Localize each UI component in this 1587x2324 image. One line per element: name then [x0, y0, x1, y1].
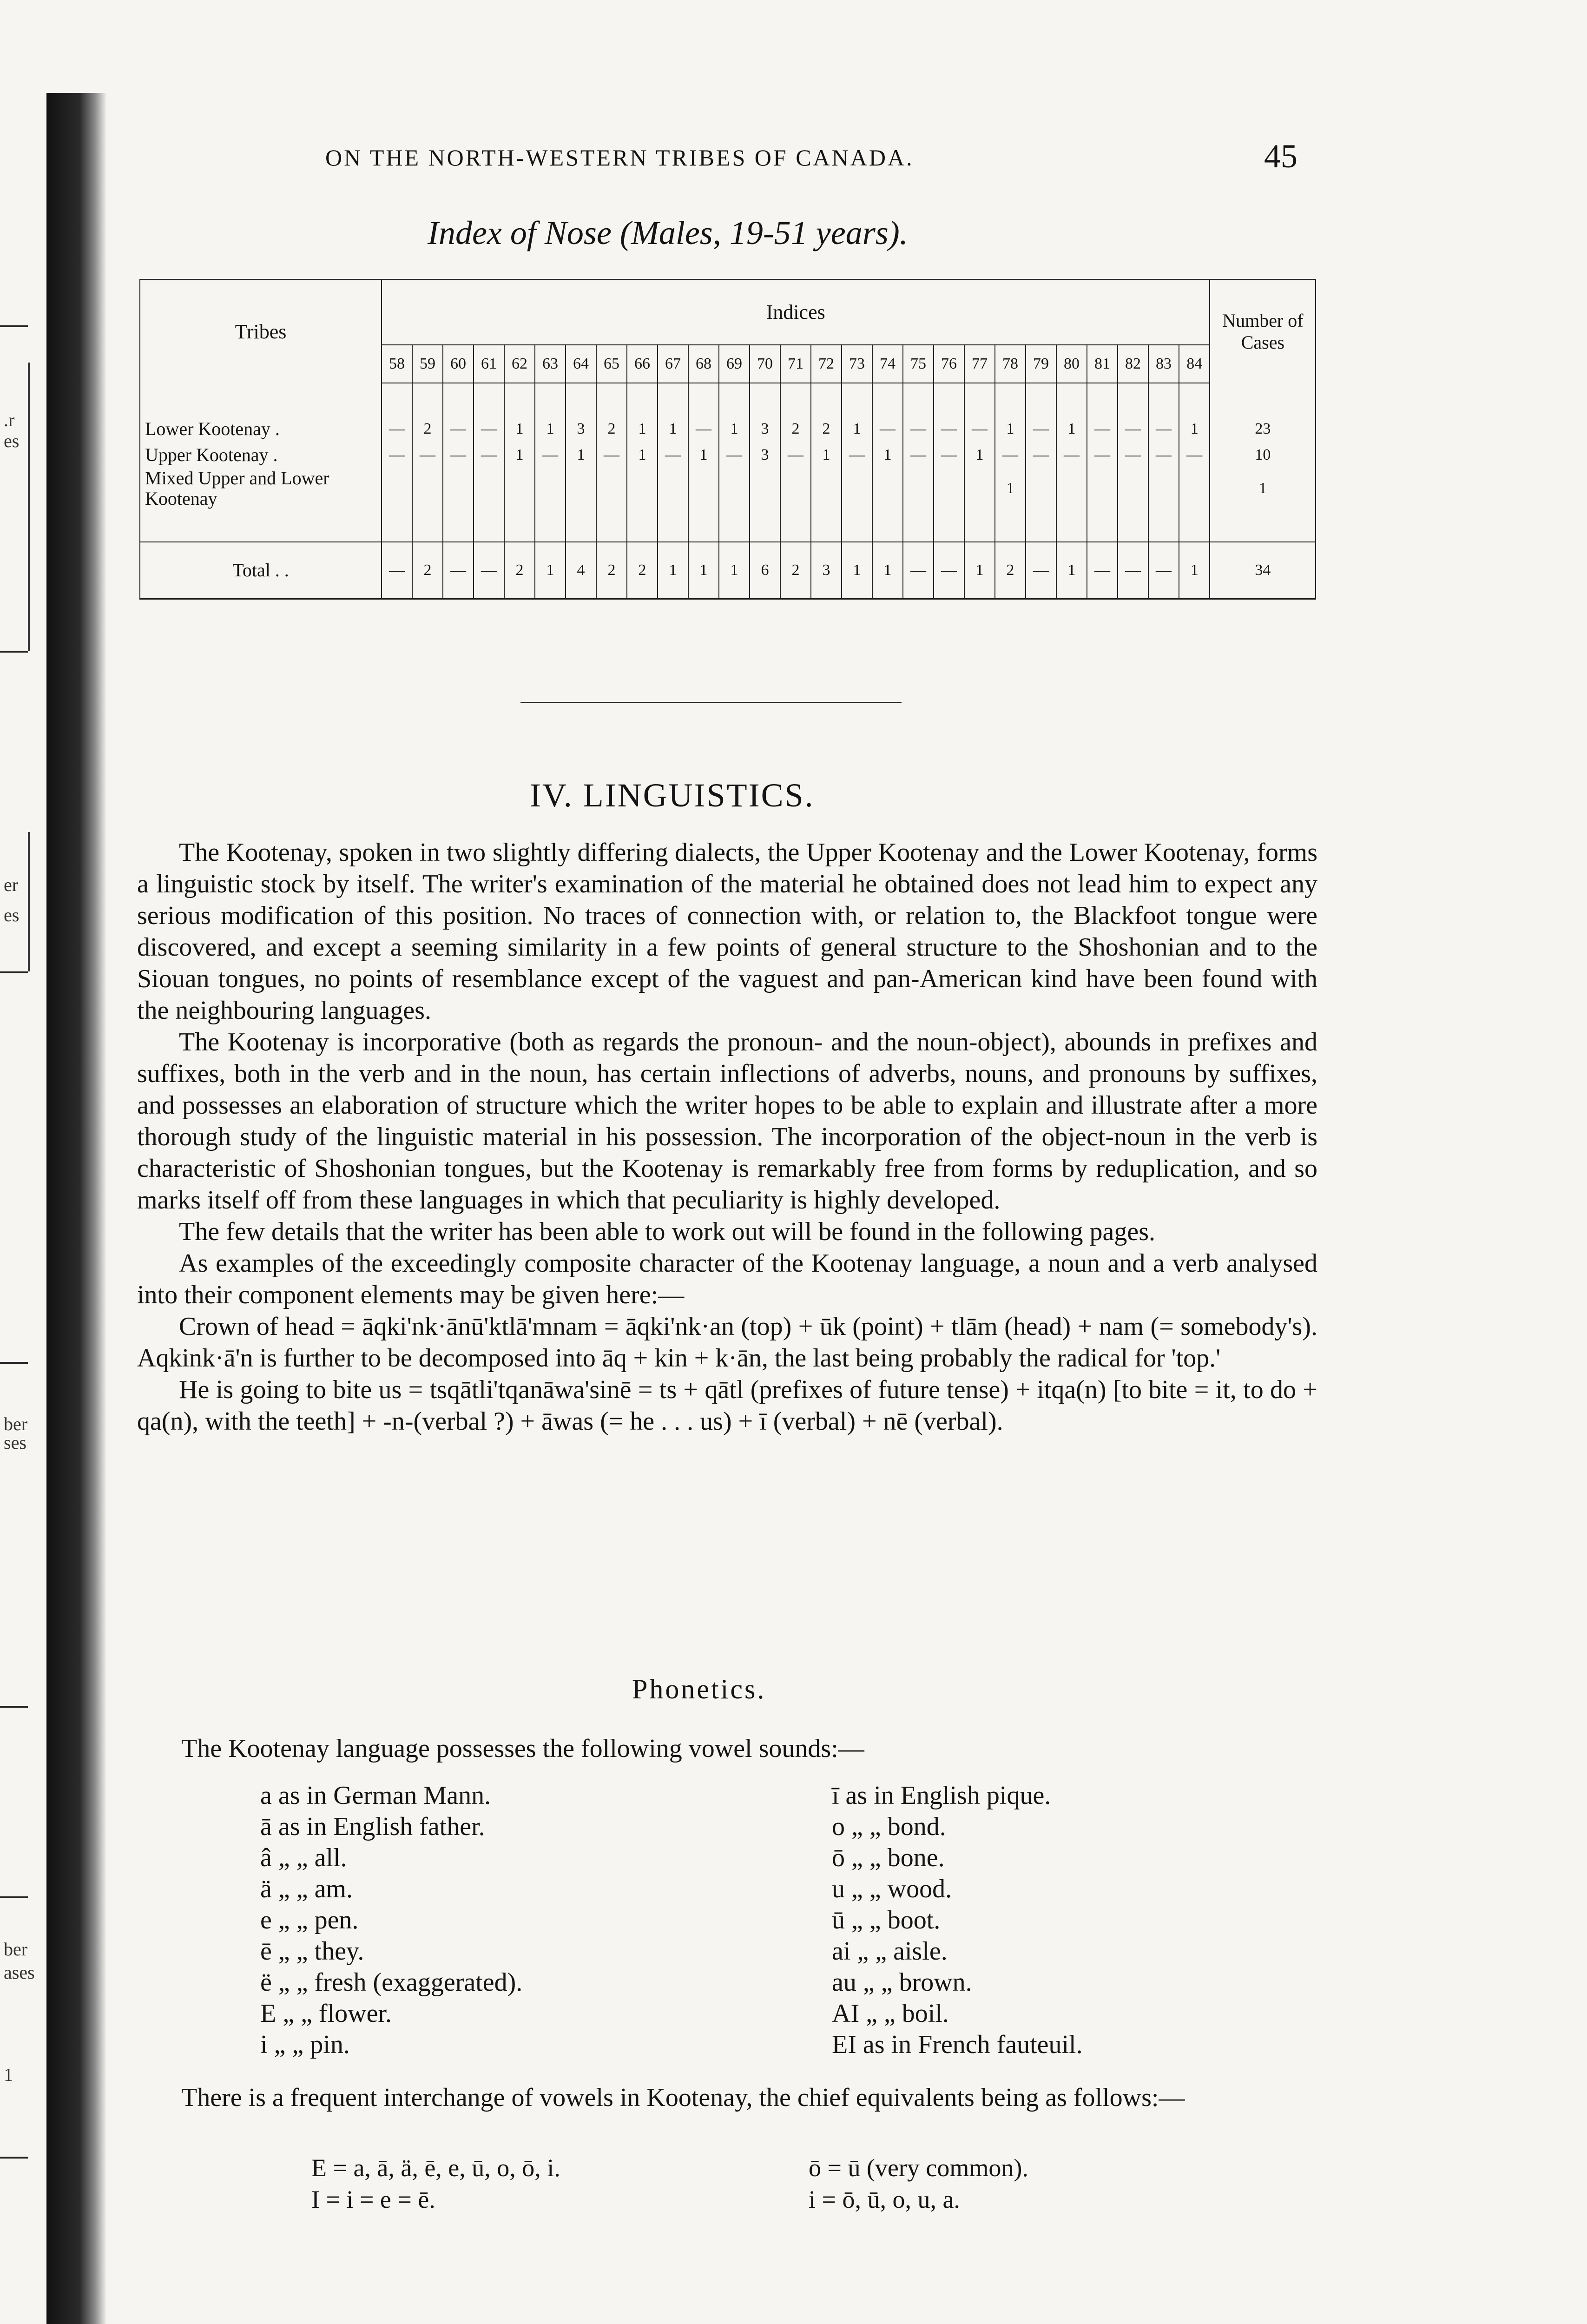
margin-fragment: es [4, 905, 20, 925]
vowel-entry: ē „ „ they. [260, 1937, 364, 1966]
index-count-cell [719, 468, 750, 509]
index-count-cell [596, 468, 627, 509]
index-count-cell: — [1026, 416, 1056, 442]
spacer-row [140, 509, 1316, 542]
index-count-cell: 1 [872, 542, 903, 599]
index-count-cell: 1 [1056, 416, 1087, 442]
margin-rule [0, 1706, 28, 1708]
index-count-cell: — [412, 442, 443, 468]
vowel-entry: â „ „ all. [260, 1843, 347, 1872]
index-count-cell: 1 [535, 542, 566, 599]
index-count-cell: 2 [811, 416, 842, 442]
index-count-cell: 1 [842, 416, 872, 442]
index-count-cell: 1 [535, 416, 566, 442]
index-count-cell: — [872, 416, 903, 442]
index-header-cell: 75 [903, 345, 934, 383]
index-header-cell: 83 [1148, 345, 1179, 383]
vowel-entry: ī as in English pique. [832, 1781, 1051, 1810]
index-header-cell: 71 [780, 345, 811, 383]
margin-rule [28, 363, 30, 651]
index-count-cell [566, 468, 596, 509]
vowel-entry: e „ „ pen. [260, 1906, 359, 1934]
index-count-cell: 1 [1056, 542, 1087, 599]
margin-fragment: ber [4, 1939, 28, 1960]
index-header-cell: 66 [627, 345, 658, 383]
tribe-name: Mixed Upper and Lower Kootenay [140, 468, 382, 509]
index-count-cell [872, 468, 903, 509]
margin-fragment: .r [4, 409, 15, 430]
vowel-entry: a as in German Mann. [260, 1781, 491, 1810]
vowel-entry: i „ „ pin. [260, 2030, 350, 2059]
equivalent-entry: I = i = e = ē. [311, 2185, 435, 2213]
index-header-cell: 62 [504, 345, 535, 383]
index-count-cell: — [1118, 442, 1148, 468]
index-count-cell: 2 [995, 542, 1026, 599]
vowel-entry: AI „ „ boil. [832, 1999, 949, 2028]
index-count-cell: 2 [780, 542, 811, 599]
index-header-cell: 82 [1118, 345, 1148, 383]
index-count-cell: 1 [811, 442, 842, 468]
table-title: Index of Nose (Males, 19-51 years). [428, 214, 908, 251]
index-header-cell: 74 [872, 345, 903, 383]
total-row [140, 542, 1316, 599]
index-count-cell: — [903, 416, 934, 442]
cases-header: Number of Cases [1210, 280, 1316, 383]
tribe-name: Total . . [140, 542, 382, 599]
index-header-cell: 76 [934, 345, 964, 383]
index-count-cell: — [1026, 542, 1056, 599]
index-count-cell: 3 [750, 416, 780, 442]
spacer-row [140, 383, 1316, 416]
index-count-cell: — [842, 442, 872, 468]
index-header-cell: 64 [566, 345, 596, 383]
index-count-cell: 1 [995, 416, 1026, 442]
cases-cell: 1 [1210, 468, 1316, 509]
vowel-entry: u „ „ wood. [832, 1875, 952, 1903]
vowel-entry: EI as in French fauteuil. [832, 2030, 1083, 2059]
cases-cell: 34 [1210, 542, 1316, 599]
index-count-cell [627, 468, 658, 509]
index-count-cell [1148, 468, 1179, 509]
index-count-cell: — [995, 442, 1026, 468]
margin-rule [0, 1362, 28, 1364]
index-count-cell [535, 468, 566, 509]
margin-fragment: ases [4, 1962, 35, 1983]
index-header-cell: 81 [1087, 345, 1118, 383]
index-header-cell: 73 [842, 345, 872, 383]
index-count-cell: 1 [964, 542, 995, 599]
index-count-cell: 4 [566, 542, 596, 599]
index-count-cell: — [1148, 416, 1179, 442]
index-count-cell: — [964, 416, 995, 442]
index-count-cell: — [382, 442, 412, 468]
equivalent-entry: E = a, ā, ä, ē, e, ū, o, ō, i. [311, 2154, 560, 2182]
index-count-cell: — [658, 442, 688, 468]
index-count-cell [903, 468, 934, 509]
vowel-list-left [260, 1780, 522, 2060]
index-count-cell: — [934, 542, 964, 599]
tribes-header: Tribes [140, 280, 382, 383]
index-count-cell: 1 [504, 442, 535, 468]
index-count-cell: 2 [412, 416, 443, 442]
paragraph: Crown of head = āqki'nk·ānū'ktlā'mnam = āqki'nk·an (top) + ūk (point) + tlām (head) + nam (= somebody's). Aqkink·ā'n is further to be decomposed into āq + kin + k·ān, the last being probably the radical for 'top.' [137, 1312, 1317, 1373]
running-head: ON THE NORTH-WESTERN TRIBES OF CANADA. [325, 145, 914, 171]
margin-fragment: er [4, 874, 19, 895]
paragraph: The Kootenay is incorporative (both as regards the pronoun- and the noun-object), abounds in prefixes and suffixes, both in the verb and in the noun, has certain inflections of adverbs, nouns, and pronouns by suffixes, and possesses an elaboration of structure which the writer hopes to be able to explain and illustrate after a more thorough study of the linguistic material in his possession. The incorporation of the object-noun in the verb is characteristic of Shoshonian tongues, but the Kootenay is remarkably free from forms by reduplication, and so marks itself off from these languages in which that peculiarity is highly developed. [137, 1028, 1317, 1215]
vowel-entry: ë „ „ fresh (exaggerated). [260, 1968, 523, 1997]
equivalents-left [311, 2152, 560, 2215]
index-count-cell: 1 [995, 468, 1026, 509]
index-header-cell: 63 [535, 345, 566, 383]
index-count-cell [780, 468, 811, 509]
vowel-entry: ā as in English father. [260, 1812, 485, 1841]
index-count-cell [1118, 468, 1148, 509]
indices-header: Indices [382, 280, 1210, 345]
index-header-cell: 60 [443, 345, 474, 383]
index-count-cell [1026, 468, 1056, 509]
paragraph: The Kootenay, spoken in two slightly differing dialects, the Upper Kootenay and the Lower Kootenay, forms a linguistic stock by itself. The writer's examination of the material he obtained does not lead him to expect any serious modification of this position. No traces of connection with, or relation to, the Blackfoot tongue were discovered, and except a seeming similarity in a few points of general structure to the Shoshonian and to the Siouan tongues, no points of resemblance except of the vaguest and pan-American kind have been found with the neighbouring languages. [137, 838, 1317, 1025]
index-count-cell [934, 468, 964, 509]
index-count-cell: — [903, 442, 934, 468]
index-count-cell: — [903, 542, 934, 599]
index-header-cell: 72 [811, 345, 842, 383]
margin-rule [0, 1896, 28, 1898]
index-count-cell [474, 468, 504, 509]
index-count-cell [688, 468, 719, 509]
index-count-cell: — [382, 542, 412, 599]
index-count-cell: 3 [811, 542, 842, 599]
index-header-cell: 84 [1179, 345, 1210, 383]
index-count-cell: 6 [750, 542, 780, 599]
index-count-cell: — [1087, 416, 1118, 442]
index-count-cell: 1 [872, 442, 903, 468]
index-count-cell: — [1087, 442, 1118, 468]
index-count-cell: 2 [596, 416, 627, 442]
paragraph: He is going to bite us = tsqātli'tqanāwa'sinē = ts + qātl (prefixes of future tense) + itqa(n) [to bite = it, to do + qa(n), with the teeth] + -n-(verbal ?) + āwas (= he . . . us) + ī (verbal) + nē (verbal). [137, 1375, 1317, 1436]
index-count-cell: — [474, 442, 504, 468]
index-count-cell: 2 [596, 542, 627, 599]
index-count-cell: — [443, 542, 474, 599]
index-count-cell: — [1118, 542, 1148, 599]
index-header-cell: 78 [995, 345, 1026, 383]
index-count-cell: 1 [504, 416, 535, 442]
index-header-cell: 69 [719, 345, 750, 383]
index-count-cell: — [382, 416, 412, 442]
book-spine-shadow [46, 93, 107, 2324]
index-count-cell [1087, 468, 1118, 509]
index-count-cell: 2 [412, 542, 443, 599]
vowel-list-right [832, 1780, 1083, 2060]
index-count-cell [750, 468, 780, 509]
index-count-cell: — [688, 416, 719, 442]
index-header-cell: 67 [658, 345, 688, 383]
equivalent-entry: i = ō, ū, o, u, a. [809, 2185, 960, 2213]
index-count-cell [1056, 468, 1087, 509]
margin-rule [0, 651, 28, 653]
vowel-entry: ū „ „ boot. [832, 1906, 941, 1934]
index-count-cell [811, 468, 842, 509]
index-count-cell [504, 468, 535, 509]
vowel-intro: The Kootenay language possesses the following vowel sounds:— [181, 1734, 864, 1763]
index-count-cell: — [535, 442, 566, 468]
index-count-cell: — [934, 416, 964, 442]
margin-fragment: 1 [4, 2064, 13, 2085]
index-count-cell: 1 [1179, 542, 1210, 599]
index-count-cell: 1 [1179, 416, 1210, 442]
index-count-cell: — [780, 442, 811, 468]
tribe-row [140, 468, 1316, 509]
margin-fragment: es [4, 430, 20, 451]
margin-rule [0, 2157, 28, 2159]
margin-rule [0, 971, 28, 973]
index-count-cell [658, 468, 688, 509]
vowel-entry: ai „ „ aisle. [832, 1937, 948, 1966]
index-count-cell: 1 [964, 442, 995, 468]
index-count-cell: 1 [688, 542, 719, 599]
phonetics-heading: Phonetics. [632, 1674, 766, 1704]
index-count-cell: — [1179, 442, 1210, 468]
index-count-cell: 2 [504, 542, 535, 599]
equivalent-entry: ō = ū (very common). [809, 2154, 1028, 2182]
index-count-cell: — [596, 442, 627, 468]
cases-cell: 10 [1210, 442, 1316, 468]
index-count-cell: — [1148, 542, 1179, 599]
index-count-cell: — [719, 442, 750, 468]
paragraph: The few details that the writer has been able to work out will be found in the following pages. [179, 1217, 1155, 1246]
index-header-cell: 61 [474, 345, 504, 383]
index-count-cell [412, 468, 443, 509]
index-count-cell: — [934, 442, 964, 468]
index-count-cell [443, 468, 474, 509]
index-count-cell: 3 [750, 442, 780, 468]
index-header-cell: 58 [382, 345, 412, 383]
index-count-cell: — [1026, 442, 1056, 468]
tribe-name: Lower Kootenay . [140, 416, 382, 442]
index-count-cell: 2 [780, 416, 811, 442]
index-count-cell: 1 [719, 416, 750, 442]
paragraph: As examples of the exceedingly composite character of the Kootenay language, a noun and a verb analysed into their component elements may be given here:— [137, 1249, 1317, 1309]
index-header-cell: 70 [750, 345, 780, 383]
equivalents-right [809, 2152, 1028, 2215]
index-count-cell: — [443, 416, 474, 442]
index-count-cell: — [443, 442, 474, 468]
index-count-cell [1179, 468, 1210, 509]
interchange-paragraph: There is a frequent interchange of vowels in Kootenay, the chief equivalents being as follows:— [181, 2083, 1185, 2112]
index-count-cell: — [474, 416, 504, 442]
cases-cell: 23 [1210, 416, 1316, 442]
index-header-cell: 80 [1056, 345, 1087, 383]
index-count-cell: 1 [688, 442, 719, 468]
vowel-entry: au „ „ brown. [832, 1968, 972, 1997]
index-header-cell: 77 [964, 345, 995, 383]
index-count-cell: 3 [566, 416, 596, 442]
index-count-cell: 1 [658, 416, 688, 442]
tribe-name: Upper Kootenay . [140, 442, 382, 468]
index-count-cell [964, 468, 995, 509]
index-count-cell: 1 [658, 542, 688, 599]
nose-index-table [139, 279, 1316, 600]
margin-rule [28, 832, 30, 971]
section-divider [520, 702, 902, 703]
linguistics-body [137, 837, 1317, 1437]
section-heading: IV. LINGUISTICS. [530, 777, 815, 814]
index-count-cell: — [1056, 442, 1087, 468]
margin-fragment: ses [4, 1432, 26, 1453]
index-count-cell: 2 [627, 542, 658, 599]
page-number: 45 [1264, 138, 1297, 175]
index-count-cell: — [474, 542, 504, 599]
index-count-cell [382, 468, 412, 509]
index-count-cell: — [1118, 416, 1148, 442]
margin-rule [0, 325, 28, 327]
index-count-cell: 1 [566, 442, 596, 468]
index-header-cell: 65 [596, 345, 627, 383]
margin-fragment: ber [4, 1413, 28, 1434]
vowel-entry: E „ „ flower. [260, 1999, 392, 2028]
vowel-entry: ä „ „ am. [260, 1875, 353, 1903]
tribe-row [140, 416, 1316, 442]
index-count-cell [842, 468, 872, 509]
tribe-row [140, 442, 1316, 468]
index-count-cell: 1 [627, 416, 658, 442]
vowel-entry: o „ „ bond. [832, 1812, 946, 1841]
index-header-cell: 68 [688, 345, 719, 383]
index-header-cell: 79 [1026, 345, 1056, 383]
index-count-cell: 1 [627, 442, 658, 468]
index-count-cell: — [1148, 442, 1179, 468]
index-header-cell: 59 [412, 345, 443, 383]
index-count-cell: 1 [719, 542, 750, 599]
index-count-cell: 1 [842, 542, 872, 599]
index-count-cell: — [1087, 542, 1118, 599]
vowel-entry: ō „ „ bone. [832, 1843, 945, 1872]
